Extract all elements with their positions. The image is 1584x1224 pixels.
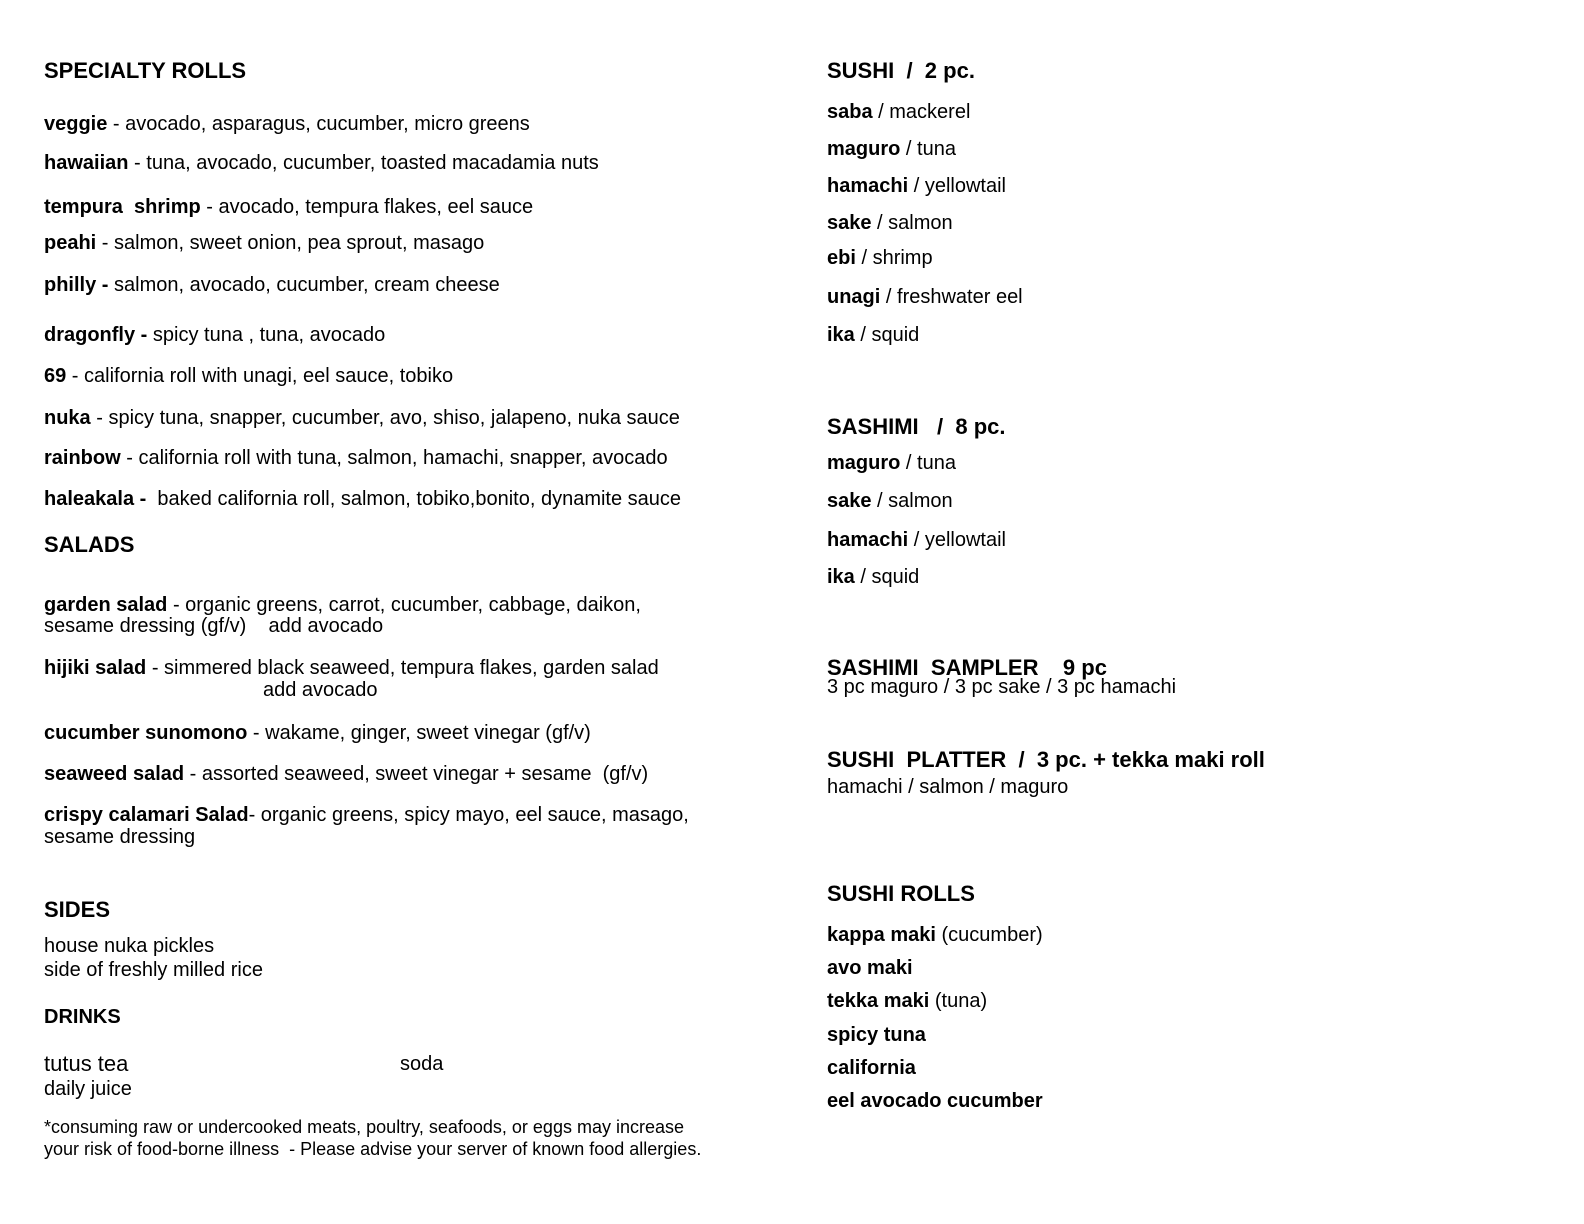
menu-item: veggie - avocado, asparagus, cucumber, micro greens — [44, 113, 530, 135]
menu-item-line2: sesame dressing (gf/v) add avocado — [44, 615, 384, 637]
sushi-rolls-heading: SUSHI ROLLS — [827, 881, 975, 906]
menu-item: spicy tuna — [827, 1024, 926, 1046]
sushi-heading: SUSHI / 2 pc. — [827, 58, 975, 83]
menu-item: sake / salmon — [827, 212, 953, 234]
menu-item: sake / salmon — [827, 490, 953, 512]
drinks-heading: DRINKS — [44, 1006, 121, 1028]
menu-item: ika / squid — [827, 566, 920, 588]
menu-item-line2: add avocado — [263, 679, 378, 701]
disclaimer-line: your risk of food-borne illness - Please advise your server of known food allergies. — [44, 1139, 702, 1159]
drink-item: daily juice — [44, 1078, 132, 1100]
menu-item: hamachi / yellowtail — [827, 175, 1006, 197]
menu-item: hawaiian - tuna, avocado, cucumber, toasted macadamia nuts — [44, 152, 599, 174]
side-item: house nuka pickles — [44, 935, 215, 957]
menu-item: california — [827, 1057, 916, 1079]
sampler-desc: 3 pc maguro / 3 pc sake / 3 pc hamachi — [827, 676, 1177, 698]
menu-item: unagi / freshwater eel — [827, 286, 1023, 308]
menu-item-line2: sesame dressing — [44, 826, 196, 848]
menu-item: cucumber sunomono - wakame, ginger, sweet vinegar (gf/v) — [44, 722, 591, 744]
menu-item: nuka - spicy tuna, snapper, cucumber, avo, shiso, jalapeno, nuka sauce — [44, 407, 680, 429]
menu-item: saba / mackerel — [827, 101, 971, 123]
menu-item: ebi / shrimp — [827, 247, 933, 269]
menu-item: hamachi / yellowtail — [827, 529, 1006, 551]
menu-item: haleakala - baked california roll, salmon, tobiko,bonito, dynamite sauce — [44, 488, 682, 510]
menu-item: garden salad - organic greens, carrot, cucumber, cabbage, daikon, — [44, 594, 641, 616]
menu-item: tempura shrimp - avocado, tempura flakes, eel sauce — [44, 196, 534, 218]
menu-item: crispy calamari Salad- organic greens, spicy mayo, eel sauce, masago, — [44, 804, 689, 826]
platter-desc: hamachi / salmon / maguro — [827, 776, 1069, 798]
sashimi-sampler-heading: SASHIMI SAMPLER 9 pc — [827, 655, 1107, 680]
menu-item: rainbow - california roll with tuna, salmon, hamachi, snapper, avocado — [44, 447, 668, 469]
menu-item: ika / squid — [827, 324, 920, 346]
menu-item: tekka maki (tuna) — [827, 990, 988, 1012]
sides-heading: SIDES — [44, 897, 111, 922]
sashimi-heading: SASHIMI / 8 pc. — [827, 414, 1006, 439]
sushi-platter-heading: SUSHI PLATTER / 3 pc. + tekka maki roll — [827, 747, 1265, 772]
drink-item: soda — [400, 1053, 444, 1075]
drink-item: tutus tea — [44, 1051, 129, 1076]
menu-item: 69 - california roll with unagi, eel sauce, tobiko — [44, 365, 454, 387]
menu-item: hijiki salad - simmered black seaweed, tempura flakes, garden salad — [44, 657, 659, 679]
menu-item: dragonfly - spicy tuna , tuna, avocado — [44, 324, 386, 346]
menu-item: seaweed salad - assorted seaweed, sweet vinegar + sesame (gf/v) — [44, 763, 649, 785]
specialty-rolls-heading: SPECIALTY ROLLS — [44, 58, 247, 83]
disclaimer-line: *consuming raw or undercooked meats, poultry, seafoods, or eggs may increase — [44, 1117, 684, 1137]
side-item: side of freshly milled rice — [44, 959, 263, 981]
salads-heading: SALADS — [44, 532, 135, 557]
menu-item: maguro / tuna — [827, 452, 956, 474]
menu-item: peahi - salmon, sweet onion, pea sprout, masago — [44, 232, 485, 254]
menu-item: eel avocado cucumber — [827, 1090, 1043, 1112]
menu-item: kappa maki (cucumber) — [827, 924, 1043, 946]
menu-item: maguro / tuna — [827, 138, 956, 160]
menu-item: avo maki — [827, 957, 913, 979]
menu-item: philly - salmon, avocado, cucumber, cream cheese — [44, 274, 500, 296]
